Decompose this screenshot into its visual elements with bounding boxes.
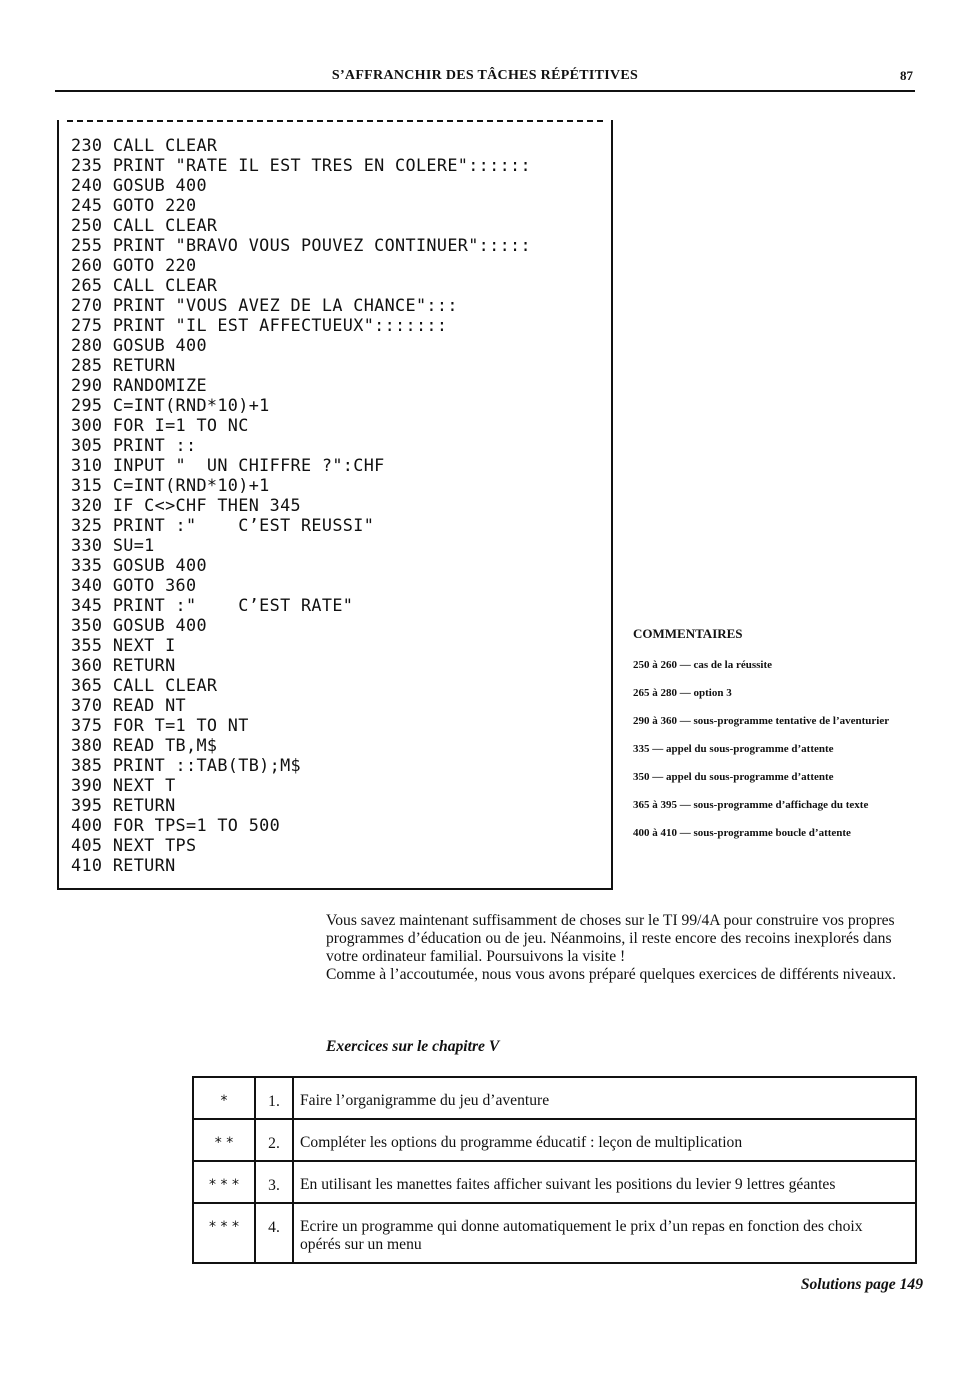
code-line: 330 SU=1 <box>71 535 155 555</box>
exercise-text: Compléter les options du programme éducatif : leçon de multiplication <box>293 1119 916 1161</box>
exercise-text: Faire l’organigramme du jeu d’aventure <box>293 1077 916 1119</box>
program-listing <box>57 120 613 890</box>
code-line: 265 CALL CLEAR <box>71 275 218 295</box>
difficulty-stars: * * * <box>193 1161 255 1203</box>
code-line: 310 INPUT " UN CHIFFRE ?":CHF <box>71 455 385 475</box>
code-line: 395 RETURN <box>71 795 176 815</box>
code-line: 285 RETURN <box>71 355 176 375</box>
code-line: 290 RANDOMIZE <box>71 375 207 395</box>
code-line: 320 IF C<>CHF THEN 345 <box>71 495 301 515</box>
code-line: 240 GOSUB 400 <box>71 175 207 195</box>
solutions-reference: Solutions page 149 <box>800 1276 923 1293</box>
running-title: S’AFFRANCHIR DES TÂCHES RÉPÉTITIVES <box>331 68 639 83</box>
exercise-text: Ecrire un programme qui donne automatiquement le prix d’un repas en fonction des choix opérés sur un menu <box>293 1203 916 1263</box>
code-lines <box>71 135 531 875</box>
code-line: 325 PRINT :" C’EST REUSSI" <box>71 515 375 535</box>
code-line: 375 FOR T=1 TO NT <box>71 715 249 735</box>
code-line: 245 GOTO 220 <box>71 195 197 215</box>
exercise-number: 2. <box>255 1119 293 1161</box>
code-line: 305 PRINT :: <box>71 435 197 455</box>
code-line: 250 CALL CLEAR <box>71 215 218 235</box>
table-row <box>193 1161 916 1203</box>
comment-item: 400 à 410 — sous-programme boucle d’attente <box>633 827 851 839</box>
code-line: 350 GOSUB 400 <box>71 615 207 635</box>
body-paragraph <box>326 912 926 984</box>
page-number: 87 <box>900 68 913 83</box>
code-line: 315 C=INT(RND*10)+1 <box>71 475 270 495</box>
code-line: 230 CALL CLEAR <box>71 135 218 155</box>
exercises-title: Exercices sur le chapitre V <box>326 1038 500 1055</box>
exercise-number: 3. <box>255 1161 293 1203</box>
comment-item: 335 — appel du sous-programme d’attente <box>633 743 834 755</box>
comment-item: 365 à 395 — sous-programme d’affichage du texte <box>633 799 869 811</box>
code-line: 390 NEXT T <box>71 775 176 795</box>
paragraph-text-2: Comme à l’accoutumée, nous vous avons préparé quelques exercices de différents niveaux. <box>326 966 896 983</box>
code-line: 345 PRINT :" C’EST RATE" <box>71 595 354 615</box>
code-line: 300 FOR I=1 TO NC <box>71 415 249 435</box>
code-line: 405 NEXT TPS <box>71 835 197 855</box>
code-line: 235 PRINT "RATE IL EST TRES EN COLERE":::::: <box>71 155 531 175</box>
comment-item: 290 à 360 — sous-programme tentative de l’aventurier <box>633 715 890 727</box>
table-row <box>193 1203 916 1263</box>
code-line: 385 PRINT ::TAB(TB);M$ <box>71 755 301 775</box>
exercise-text: En utilisant les manettes faites afficher suivant les positions du levier 9 lettres géantes <box>293 1161 916 1203</box>
code-line: 360 RETURN <box>71 655 176 675</box>
difficulty-stars: * * * <box>193 1203 255 1263</box>
page-header <box>55 66 915 92</box>
code-line: 335 GOSUB 400 <box>71 555 207 575</box>
paragraph-text-1: Vous savez maintenant suffisamment de choses sur le TI 99/4A pour construire vos propres programmes d’éducation ou de jeu. Néanmoins, il reste encore des recoins inexplorés dans votre ordinateur familial. Poursuivons la visite ! <box>326 912 895 965</box>
code-line: 295 C=INT(RND*10)+1 <box>71 395 270 415</box>
code-line: 370 READ NT <box>71 695 186 715</box>
comment-item: 350 — appel du sous-programme d’attente <box>633 771 834 783</box>
code-line: 340 GOTO 360 <box>71 575 197 595</box>
code-line: 275 PRINT "IL EST AFFECTUEUX"::::::: <box>71 315 448 335</box>
code-line: 365 CALL CLEAR <box>71 675 218 695</box>
code-line: 260 GOTO 220 <box>71 255 197 275</box>
listing-dashed-top <box>67 120 603 122</box>
comment-item: 265 à 280 — option 3 <box>633 687 732 699</box>
exercises-table <box>192 1076 917 1264</box>
comments-title: COMMENTAIRES <box>633 626 743 641</box>
code-line: 355 NEXT I <box>71 635 176 655</box>
code-line: 255 PRINT "BRAVO VOUS POUVEZ CONTINUER"::::: <box>71 235 531 255</box>
table-row <box>193 1077 916 1119</box>
code-line: 380 READ TB,M$ <box>71 735 218 755</box>
code-line: 270 PRINT "VOUS AVEZ DE LA CHANCE"::: <box>71 295 458 315</box>
difficulty-stars: * * <box>193 1119 255 1161</box>
exercise-number: 1. <box>255 1077 293 1119</box>
comment-item: 250 à 260 — cas de la réussite <box>633 659 773 671</box>
code-line: 410 RETURN <box>71 855 176 875</box>
code-line: 280 GOSUB 400 <box>71 335 207 355</box>
exercise-number: 4. <box>255 1203 293 1263</box>
difficulty-stars: * <box>193 1077 255 1119</box>
table-row <box>193 1119 916 1161</box>
code-line: 400 FOR TPS=1 TO 500 <box>71 815 281 835</box>
comments-panel <box>633 626 923 854</box>
